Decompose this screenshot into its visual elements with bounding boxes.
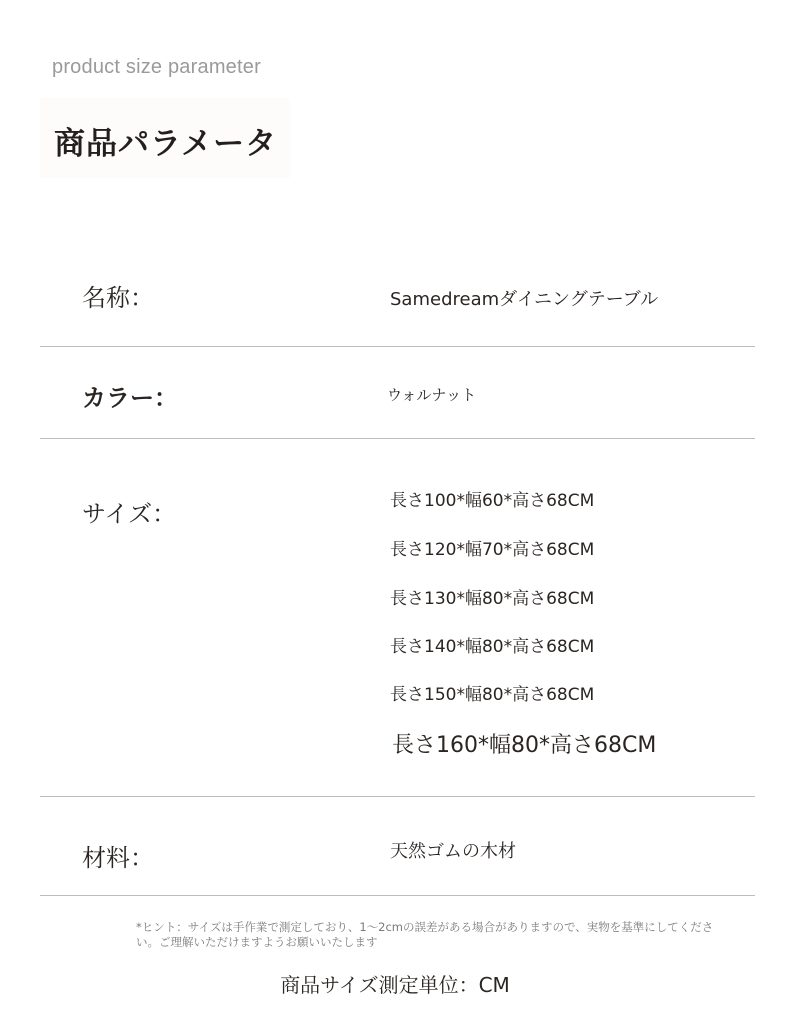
divider-2 (40, 438, 755, 439)
page-subtitle: product size parameter (52, 56, 261, 78)
material-value: 天然ゴムの木材 (390, 841, 516, 862)
divider-4 (40, 895, 755, 896)
color-value: ウォルナット (387, 386, 477, 404)
divider-3 (40, 796, 755, 797)
measurement-hint: *ヒント：サイズは手作業で測定しており、1～2cmの誤差がある場合がありますので、実物を基準にしてください。ご理解いただけますようお願いいたします (136, 920, 714, 949)
size-value-6: 長さ160*幅80*高さ68CM (392, 733, 657, 758)
material-label: 材料： (82, 844, 154, 872)
page-title: 商品パラメータ (54, 126, 278, 162)
size-label: サイズ： (82, 500, 177, 528)
size-value-3: 長さ130*幅80*高さ68CM (390, 589, 595, 609)
size-value-1: 長さ100*幅60*高さ68CM (390, 491, 595, 511)
name-value: Samedreamダイニングテーブル (390, 289, 659, 310)
measurement-unit: 商品サイズ測定単位：CM (280, 973, 510, 997)
name-label: 名称： (82, 284, 154, 312)
size-value-2: 長さ120*幅70*高さ68CM (390, 540, 595, 560)
divider-1 (40, 346, 755, 347)
color-label: カラー： (82, 384, 178, 412)
size-value-4: 長さ140*幅80*高さ68CM (390, 637, 595, 657)
size-value-5: 長さ150*幅80*高さ68CM (390, 685, 595, 705)
